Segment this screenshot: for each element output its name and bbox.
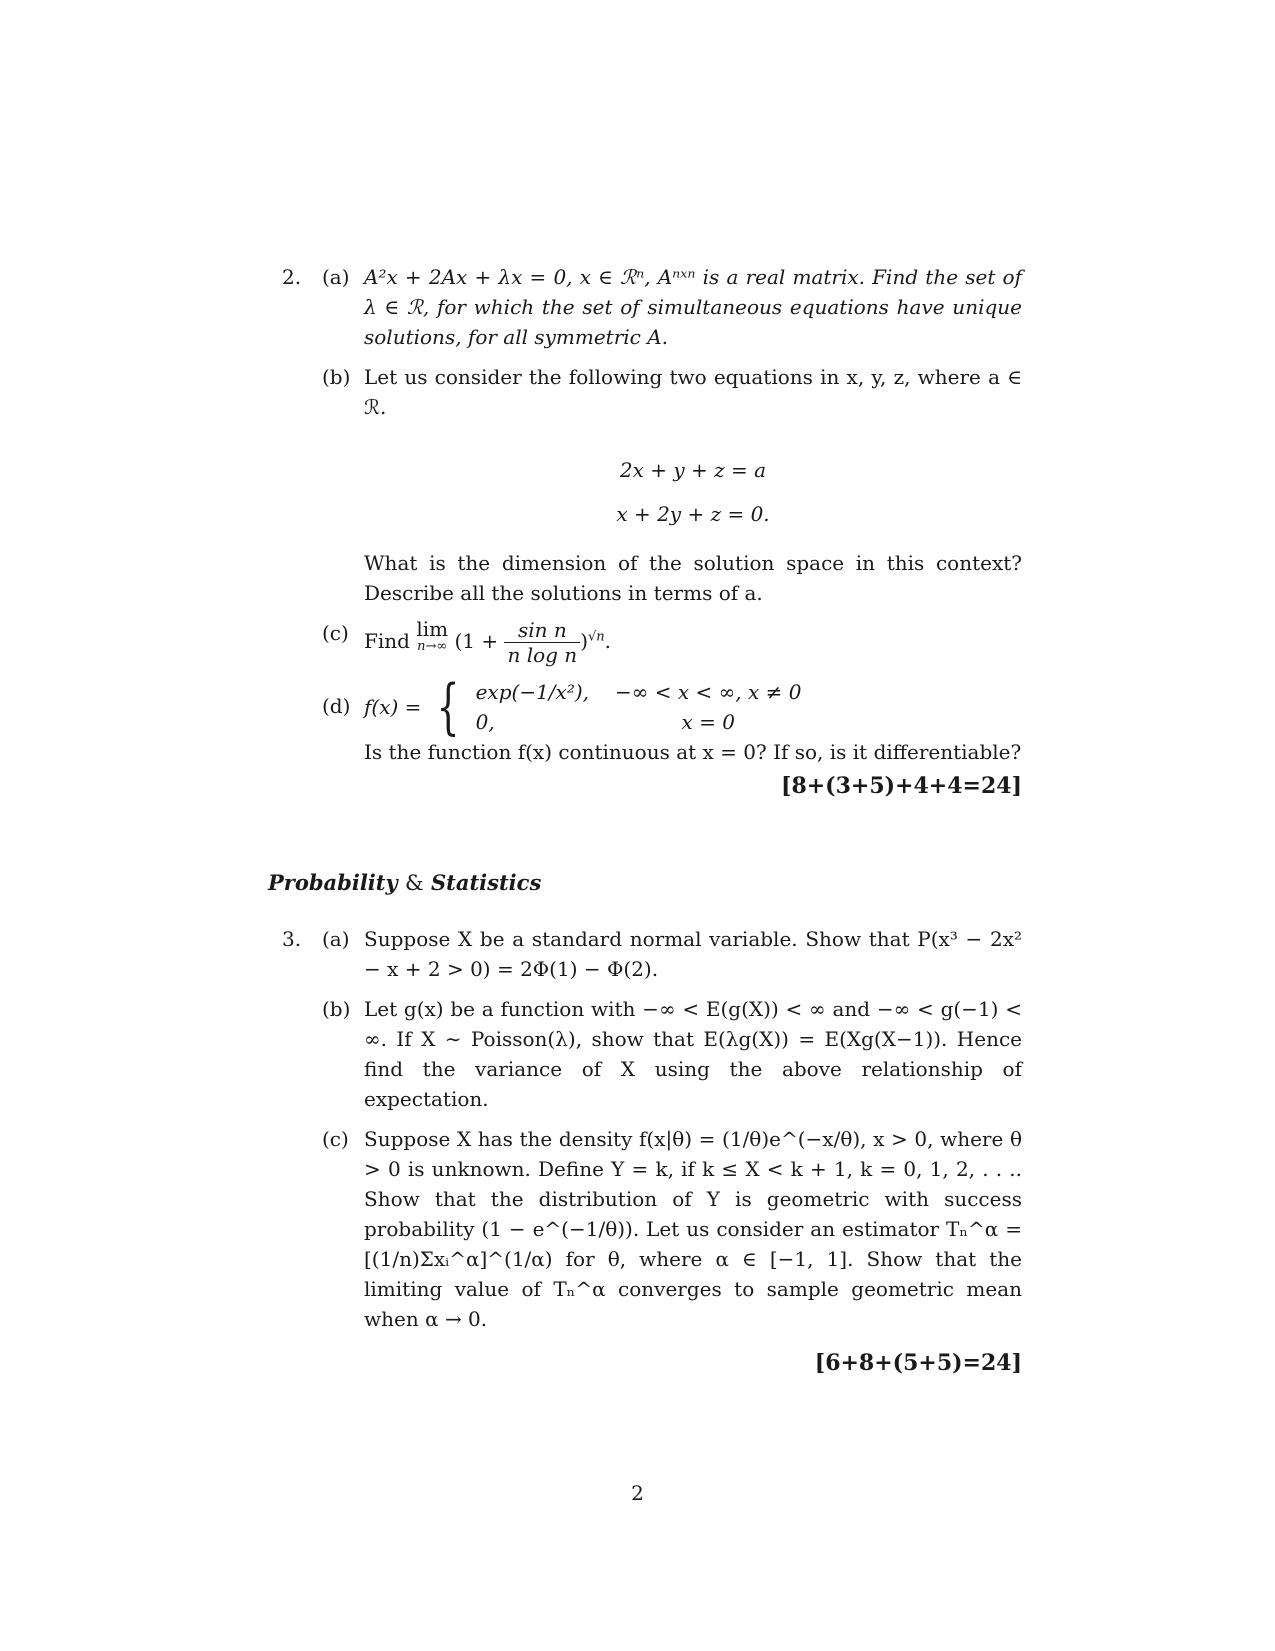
part-label: (b)	[322, 365, 351, 389]
question-2c	[282, 618, 1022, 667]
piecewise-function	[364, 672, 802, 742]
part-label: (c)	[322, 1127, 349, 1151]
equation-1: 2x + y + z = a	[619, 458, 767, 482]
cases	[476, 677, 802, 737]
equation-system	[364, 448, 1022, 536]
question-2a	[282, 262, 1022, 352]
limit-subscript: n→∞	[417, 639, 448, 654]
part-text: Suppose X be a standard normal variable. Show that P(x³ − 2x² − x + 2 > 0) = 2Φ(1) − Φ(2).	[364, 927, 1022, 981]
part-question: What is the dimension of the solution space in this context? Describe all the solutions in terms of a.	[364, 551, 1022, 605]
part-label: (a)	[322, 265, 350, 289]
end-period: .	[604, 629, 612, 653]
question-2b	[282, 362, 1022, 608]
left-brace: {	[437, 672, 460, 742]
limit-word: lim	[416, 617, 449, 641]
equation-2: x + 2y + z = 0.	[616, 502, 770, 526]
section-ampersand: &	[404, 871, 424, 895]
exponent: √n	[588, 629, 605, 645]
question-number: 2.	[282, 265, 302, 289]
question-3b	[282, 994, 1022, 1114]
open-paren: (1 +	[454, 629, 499, 653]
fraction-denominator: n log n	[507, 643, 578, 667]
question-2d	[282, 672, 1022, 801]
fraction-numerator: sin n	[504, 618, 580, 643]
fraction	[504, 618, 580, 667]
part-label: (b)	[322, 997, 351, 1021]
question-number: 3.	[282, 927, 302, 951]
part-text: Let g(x) be a function with −∞ < E(g(X)) < ∞ and −∞ < g(−1) < ∞. If X ∼ Poisson(λ), show that E(λg(X)) = E(Xg(X−1)). Hence find the variance of X using the above relationship of expectation.	[364, 997, 1022, 1111]
case-2-condition: x = 0	[681, 710, 735, 734]
case-1-condition: −∞ < x < ∞, x ≠ 0	[615, 680, 802, 704]
section-word-1: Probability	[268, 870, 398, 895]
part-label: (d)	[322, 694, 351, 718]
find-word: Find	[364, 629, 410, 653]
part-intro: Let us consider the following two equations in x, y, z, where a ∈ ℛ.	[364, 365, 1022, 419]
part-label: (c)	[322, 621, 349, 645]
part-label: (a)	[322, 927, 350, 951]
marks: [8+(3+5)+4+4=24]	[781, 773, 1022, 799]
question-3a	[282, 924, 1022, 984]
marks: [6+8+(5+5)=24]	[814, 1350, 1022, 1376]
function-lhs: f(x) =	[364, 695, 422, 719]
part-text: A²x + 2Ax + λx = 0, x ∈ ℛⁿ, Aⁿˣⁿ is a real matrix. Find the set of λ ∈ ℛ, for which the set of simultaneous equations have unique solutions, for all symmetric A.	[364, 265, 1022, 349]
question-3c	[282, 1124, 1022, 1378]
close-paren: )	[580, 629, 588, 653]
page-number: 2	[631, 1481, 644, 1505]
part-text: Suppose X has the density f(x|θ) = (1/θ)e^(−x/θ), x > 0, where θ > 0 is unknown. Define Y = k, if k ≤ X < k + 1, k = 0, 1, 2, . . .. Show that the distribution of Y is geometric with success probability (1 − e^(−1/θ)). Let us consider an estimator Tₙ^α = [(1/n)Σxᵢ^α]^(1/α) for θ, where α ∈ [−1, 1]. Show that the limiting value of Tₙ^α converges to sample geometric mean when α → 0.	[364, 1127, 1022, 1331]
section-heading	[268, 868, 541, 898]
question-3	[282, 924, 1022, 1388]
case-2-value: 0,	[475, 710, 495, 734]
question-2	[282, 262, 1022, 811]
part-question: Is the function f(x) continuous at x = 0? If so, is it differentiable?	[364, 740, 1022, 764]
section-word-2: Statistics	[431, 870, 542, 895]
case-1-value: exp(−1/x²),	[475, 680, 589, 704]
limit-operator	[416, 618, 448, 654]
